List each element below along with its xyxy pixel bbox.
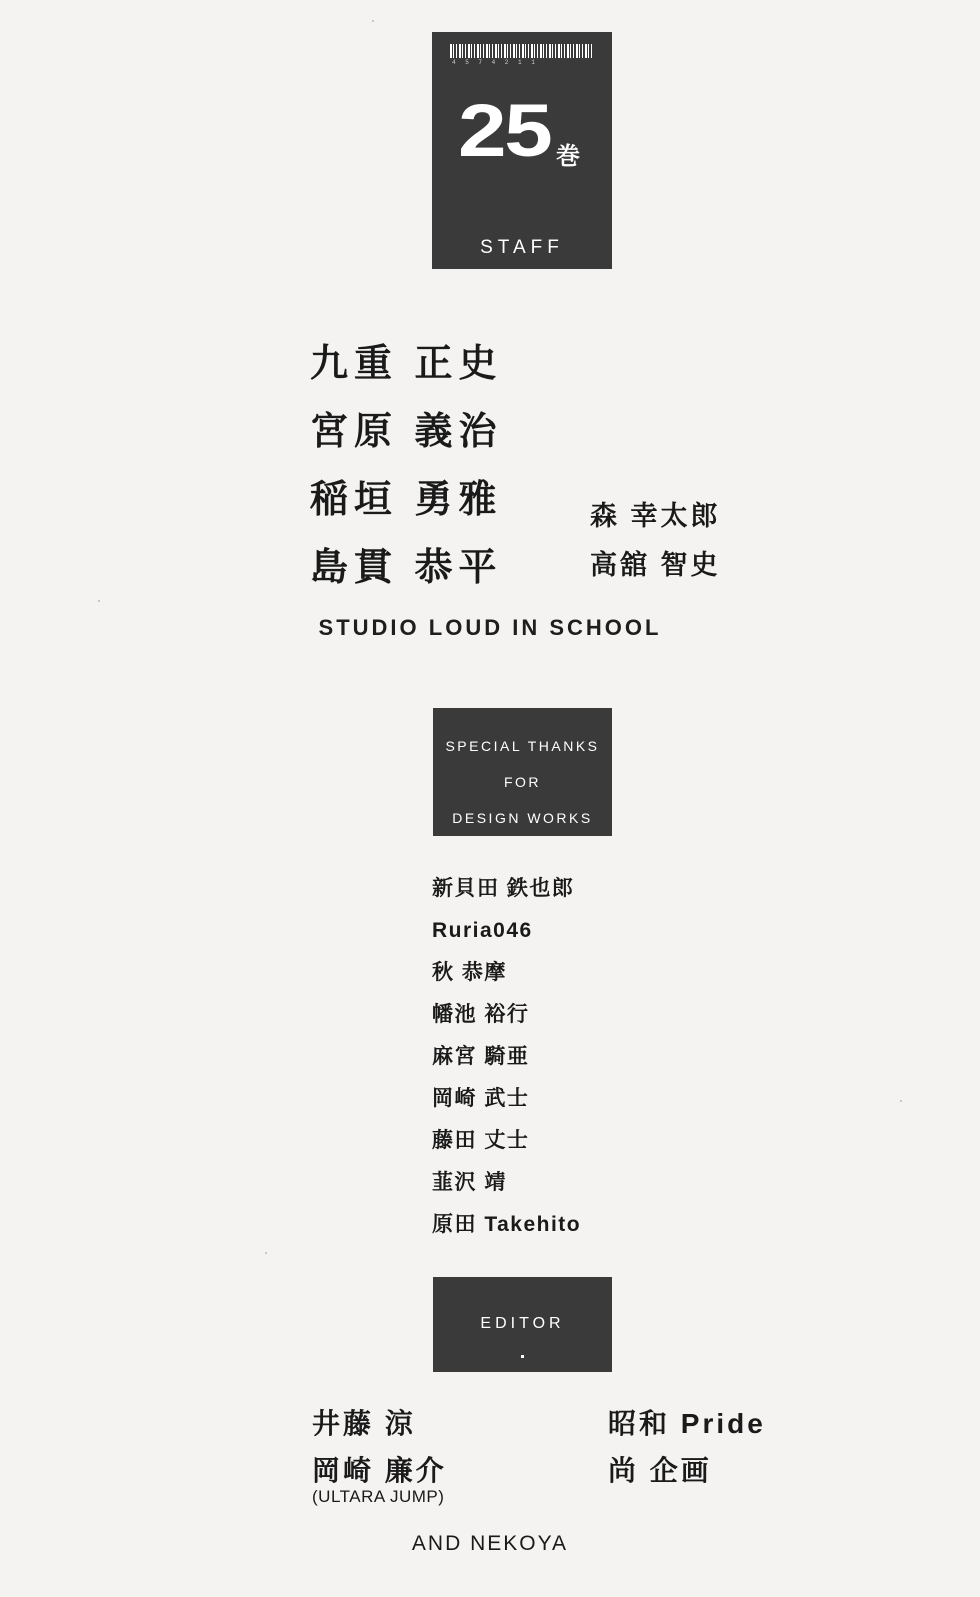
thanks-name: 幡池 裕行 [432, 1003, 530, 1026]
imprint-label: (ULTARA JUMP) [312, 1487, 445, 1506]
paper-speck [98, 600, 100, 602]
paper-speck [265, 1252, 267, 1254]
editor-name: 尚 企画 [608, 1455, 712, 1486]
thanks-name: 新貝田 鉄也郎 [432, 877, 575, 900]
staff-name: 島貫 恭平 [310, 547, 503, 589]
thanks-name: 藤田 丈士 [432, 1129, 530, 1152]
thanks-name: 麻宮 騎亜 [432, 1045, 530, 1068]
barcode-icon [450, 44, 592, 58]
studio-name: STUDIO LOUD IN SCHOOL [318, 615, 662, 640]
volume-unit: 巻 [556, 143, 580, 170]
paper-speck [900, 1100, 902, 1102]
staff-name: 稲垣 勇雅 [310, 479, 503, 521]
staff-name: 九重 正史 [310, 343, 503, 385]
paper-speck [372, 20, 374, 22]
special-thanks-block [433, 708, 612, 836]
volume-number: 25 [458, 89, 551, 172]
thanks-name: 原田 Takehito [432, 1213, 582, 1236]
thanks-name: Ruria046 [432, 919, 533, 942]
special-thanks-names [432, 868, 732, 1246]
staff-name: 森 幸太郎 [590, 501, 721, 531]
barcode-digits: 4 5 7 4 2 1 1 [452, 59, 538, 66]
editor-label: EDITOR [480, 1315, 565, 1332]
editor-name: 岡崎 廉介 [312, 1455, 447, 1486]
editor-names-left [312, 1400, 572, 1494]
staff-names-right [590, 492, 850, 590]
thanks-name: 秋 恭摩 [432, 961, 507, 984]
special-thanks-line-3: DESIGN WORKS [452, 810, 593, 826]
editor-name: 昭和 Pride [608, 1408, 766, 1439]
special-thanks-line-1: SPECIAL THANKS [445, 738, 600, 754]
footer-credit: AND NEKOYA [411, 1532, 569, 1555]
editor-name: 井藤 涼 [312, 1408, 416, 1439]
editor-names-right [608, 1400, 868, 1494]
staff-name: 宮原 義治 [310, 411, 503, 453]
staff-names-left [310, 330, 570, 602]
thanks-name: 韮沢 靖 [432, 1171, 507, 1194]
staff-header-block [432, 32, 612, 269]
editor-block [433, 1277, 612, 1372]
staff-label: STAFF [480, 237, 564, 258]
decorative-dot [521, 1355, 524, 1358]
staff-name: 高舘 智史 [590, 550, 721, 580]
thanks-name: 岡崎 武士 [432, 1087, 530, 1110]
special-thanks-line-2: FOR [503, 774, 542, 790]
